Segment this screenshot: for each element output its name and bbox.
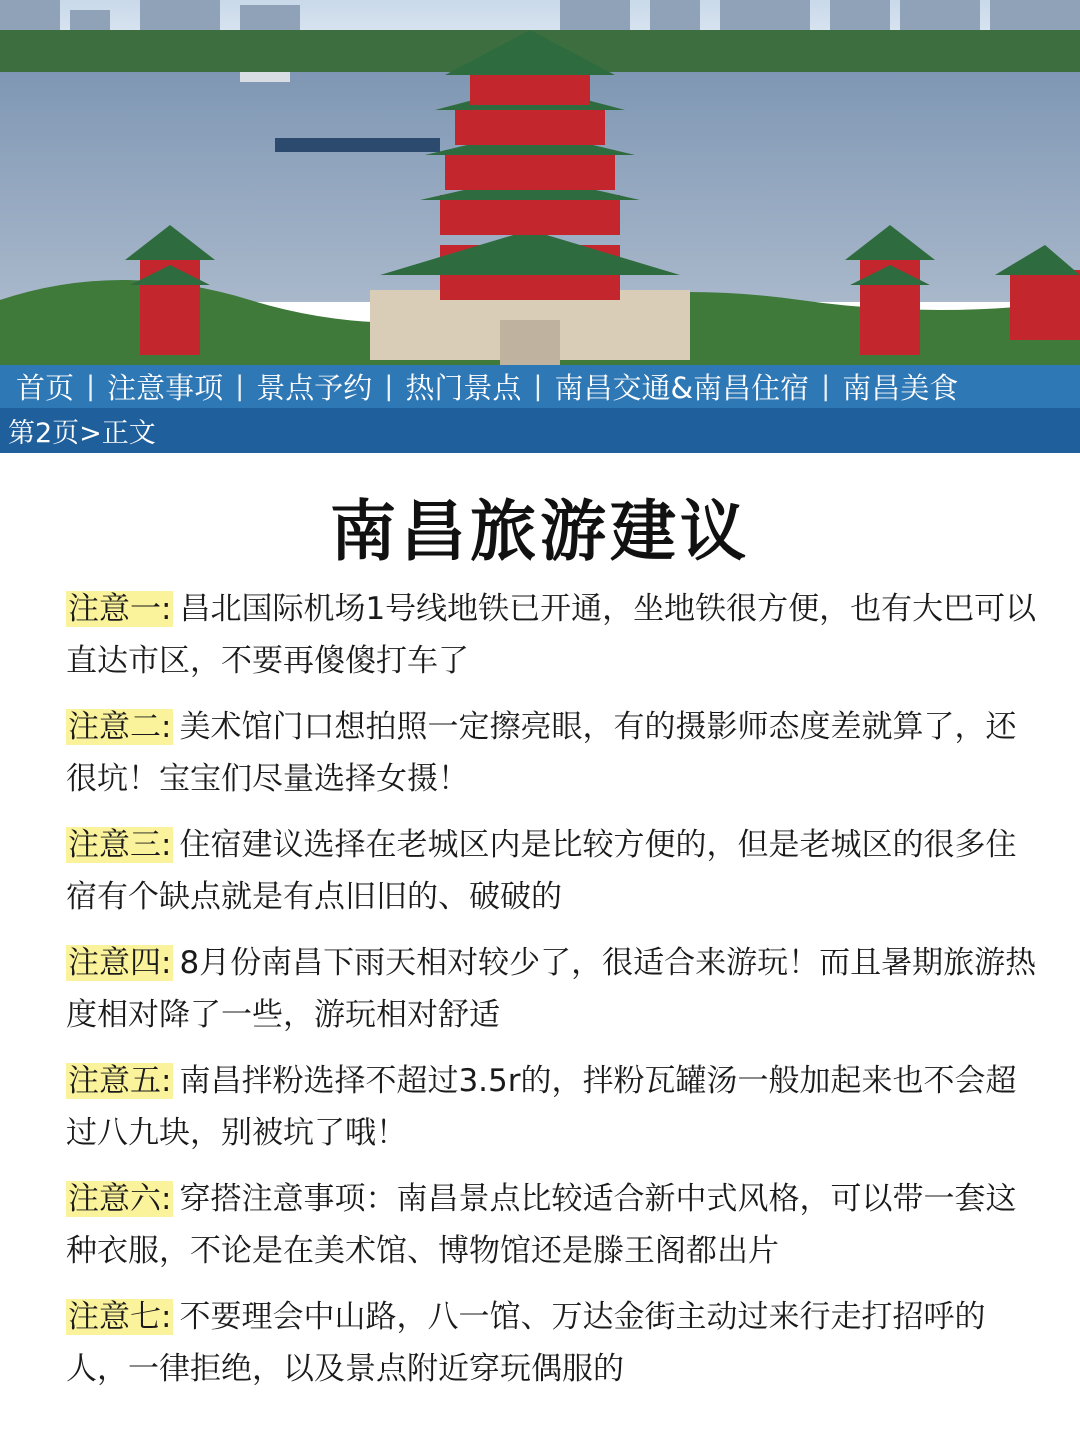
tip-item [66,1291,1041,1395]
nav-item-home[interactable]: 首页 [16,371,75,405]
page-title: 南昌旅游建议 [330,493,750,570]
tip-item [66,583,1041,687]
tip-item [66,1055,1041,1159]
breadcrumb[interactable]: 第2页>正文 [0,408,1080,453]
nav-separator: | [235,371,245,402]
tip-text: 住宿建议选择在老城区内是比较方便的，但是老城区的很多住宿有个缺点就是有点旧旧的、破破的 [66,827,1017,915]
tip-item [66,701,1041,805]
nav-item-transport-stay[interactable]: 南昌交通&南昌住宿 [554,371,810,405]
tip-text: 南昌拌粉选择不超过3.5r的，拌粉瓦罐汤一般加起来也不会超过八九块，别被坑了哦！ [66,1063,1017,1151]
nav-separator: | [384,371,394,402]
tip-label: 注意五: [68,1063,172,1099]
nav-item-booking[interactable]: 景点予约 [256,371,373,405]
nav-separator: | [821,371,831,402]
nav-separator: | [86,371,96,402]
tip-label: 注意二: [68,709,172,745]
tip-text: 8月份南昌下雨天相对较少了，很适合来游玩！而且暑期旅游热度相对降了一些，游玩相对舒适 [66,945,1037,1033]
tip-item [66,937,1041,1041]
nav-item-notices[interactable]: 注意事项 [107,371,224,405]
tip-item [66,819,1041,923]
nav-separator: | [533,371,543,402]
tip-item [66,1173,1041,1277]
tip-text: 不要理会中山路，八一馆、万达金街主动过来行走打招呼的人，一律拒绝，以及景点附近穿玩偶服的 [66,1299,986,1387]
nav-item-hot-spots[interactable]: 热门景点 [405,371,522,405]
tip-label: 注意四: [68,945,172,981]
tip-label: 注意六: [68,1181,172,1217]
tips-list [66,583,1041,1409]
top-nav [0,365,1080,408]
tip-text: 穿搭注意事项：南昌景点比较适合新中式风格，可以带一套这种衣服，不论是在美术馆、博物馆还是滕王阁都出片 [66,1181,1017,1269]
pavilion-illustration [0,0,1080,365]
tip-label: 注意七: [68,1299,172,1335]
tip-label: 注意一: [68,591,172,627]
nav-item-food[interactable]: 南昌美食 [842,371,959,405]
hero-photo [0,0,1080,365]
tip-text: 美术馆门口想拍照一定擦亮眼，有的摄影师态度差就算了，还很坑！宝宝们尽量选择女摄！ [66,709,1017,797]
tip-label: 注意三: [68,827,172,863]
tip-text: 昌北国际机场1号线地铁已开通，坐地铁很方便，也有大巴可以直达市区，不要再傻傻打车了 [66,591,1037,679]
